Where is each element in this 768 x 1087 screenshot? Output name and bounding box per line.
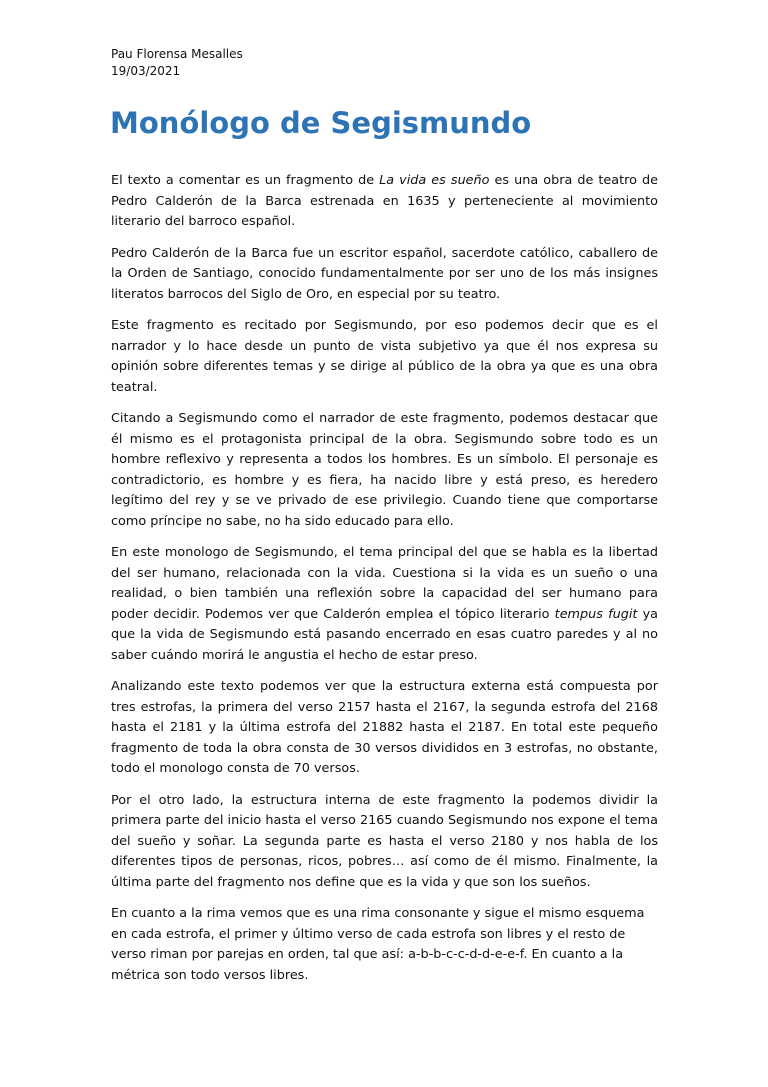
paragraph-6: Analizando este texto podemos ver que la estructura externa está compuesta por tres estrofas, la primera del verso 2157 hasta el 2167, la segunda estrofa del 2168 hasta el 2181 y la última estrofa del 21882 hasta el 2187. En total este pequeño fragmento de toda la obra consta de 30 versos divididos en 3 estrofas, no obstante, todo el monologo consta de 70 versos. [111, 679, 658, 776]
page-title: Monólogo de Segismundo [110, 106, 532, 140]
author-name: Pau Florensa Mesalles [111, 47, 243, 61]
paragraph-3: Este fragmento es recitado por Segismundo, por eso podemos decir que es el narrador y lo hace desde un punto de vista subjetivo ya que él nos expresa su opinión sobre diferentes temas y se dirige al público de la obra ya que es una obra teatral. [111, 318, 658, 395]
paragraph-2: Pedro Calderón de la Barca fue un escritor español, sacerdote católico, caballero de la Orden de Santiago, conocido fundamentalmente por ser uno de los más insignes literatos barrocos del Siglo de Oro, en especial por su teatro. [111, 245, 658, 302]
document-date: 19/03/2021 [111, 64, 181, 78]
paragraph-4: Citando a Segismundo como el narrador de este fragmento, podemos destacar que él mismo es el protagonista principal de la obra. Segismundo sobre todo es un hombre reflexivo y representa a todos los hombres. Es un símbolo. El personaje es contradictorio, es hombre y es fiera, ha nacido libre y está preso, es heredero legítimo del rey y se ve privado de ese privilegio. Cuando tiene que comportarse como príncipe no sabe, no ha sido educado para ello. [111, 411, 658, 529]
document-body [111, 171, 658, 997]
paragraph-8: En cuanto a la rima vemos que es una rima consonante y sigue el mismo esquema en cada estrofa, el primer y último verso de cada estrofa son libres y el resto de verso riman por parejas en orden, tal que así: a-b-b-c-c-d-d-e-e-f. En cuanto a la métrica son todo versos libres. [111, 906, 645, 983]
paragraph-7: Por el otro lado, la estructura interna de este fragmento la podemos dividir la primera parte del inicio hasta el verso 2165 cuando Segismundo nos expone el tema del sueño y soñar. La segunda parte es hasta el verso 2180 y nos habla de los diferentes tipos de personas, ricos, pobres… así como de él mismo. Finalmente, la última parte del fragmento nos define que es la vida y que son los sueños. [111, 792, 658, 890]
document-header [111, 46, 243, 80]
paragraph-1: El texto a comentar es un fragmento de La vida es sueño es una obra de teatro de Pedro Calderón de la Barca estrenada en 1635 y perteneciente al movimiento literario del barroco español. [111, 173, 658, 229]
paragraph-5: En este monologo de Segismundo, el tema principal del que se habla es la libertad del ser humano, relacionada con la vida. Cuestiona si la vida es un sueño o una realidad, o bien también una reflexión sobre la capacidad del ser humano para poder decidir. Podemos ver que Calderón emplea el tópico literario tempus fugit ya que la vida de Segismundo está pasando encerrado en esas cuatro paredes y al no saber cuándo morirá le angustia el hecho de estar preso. [111, 545, 658, 663]
